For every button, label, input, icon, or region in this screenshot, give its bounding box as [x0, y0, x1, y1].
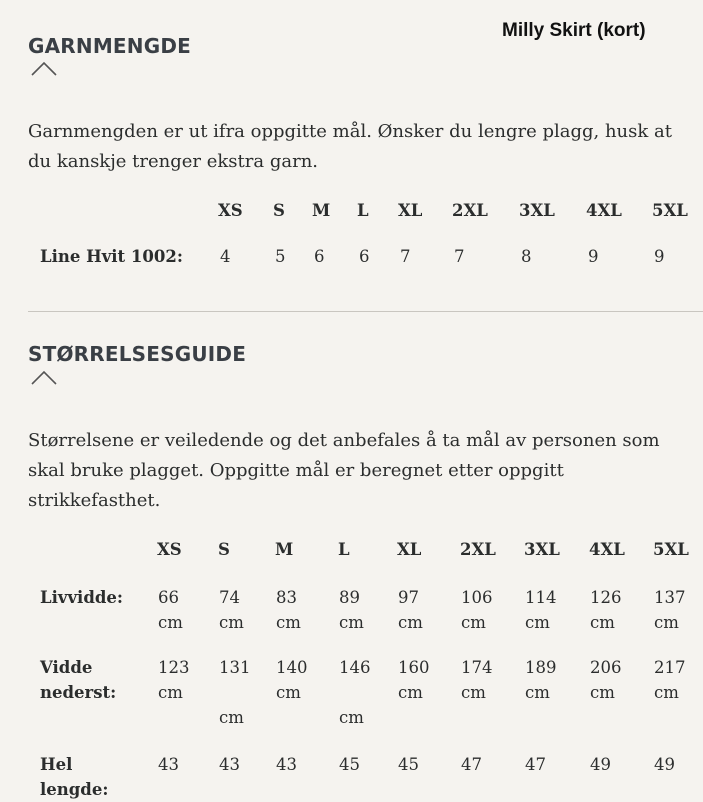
measure-cell: 45: [339, 755, 360, 774]
measure-cell: cm: [525, 613, 550, 632]
size-header-S: S: [273, 201, 285, 220]
measure-cell: cm: [276, 683, 301, 702]
measure-cell: 146: [339, 658, 371, 677]
size-header-2XL: 2XL: [452, 201, 488, 220]
size-header-5XL: 5XL: [653, 540, 689, 559]
measure-cell: 126: [590, 588, 622, 607]
measure-cell: 114: [525, 588, 557, 607]
yarn-amount-cell: 7: [400, 247, 411, 266]
measure-cell: 137: [654, 588, 686, 607]
size-header-XL: XL: [397, 540, 422, 559]
size-header-M: M: [312, 201, 331, 220]
size-header-XS: XS: [157, 540, 182, 559]
size-header-M: M: [275, 540, 294, 559]
measure-cell: 47: [525, 755, 546, 774]
size-guide-heading[interactable]: STØRRELSESGUIDE: [28, 342, 247, 366]
measure-cell: cm: [590, 613, 615, 632]
measure-cell: cm: [339, 613, 364, 632]
measure-cell: cm: [339, 708, 364, 727]
section-divider: [28, 311, 703, 312]
size-header-S: S: [218, 540, 230, 559]
size-guide-line-2: skal bruke plagget. Oppgitte mål er beregnet etter oppgitt: [28, 460, 564, 481]
measure-cell: cm: [525, 683, 550, 702]
yarn-section-heading[interactable]: GARNMENGDE: [28, 34, 192, 58]
measure-cell: 66: [158, 588, 179, 607]
measure-cell: 74: [219, 588, 240, 607]
size-header-L: L: [338, 540, 350, 559]
measure-cell: 206: [590, 658, 622, 677]
measure-cell: 83: [276, 588, 297, 607]
measure-row-label: Hel: [40, 755, 73, 774]
yarn-row-label: Line Hvit 1002:: [40, 247, 183, 266]
measure-cell: 45: [398, 755, 419, 774]
yarn-amount-cell: 6: [359, 247, 370, 266]
measure-cell: 106: [461, 588, 493, 607]
measure-cell: cm: [158, 613, 183, 632]
measure-cell: cm: [590, 683, 615, 702]
size-header-XL: XL: [398, 201, 423, 220]
measure-cell: 49: [654, 755, 675, 774]
size-guide-line-1: Størrelsene er veiledende og det anbefales å ta mål av personen som: [28, 430, 660, 451]
yarn-amount-cell: 7: [454, 247, 465, 266]
measure-cell: cm: [219, 613, 244, 632]
measure-cell: 43: [219, 755, 240, 774]
size-header-5XL: 5XL: [652, 201, 688, 220]
measure-cell: 89: [339, 588, 360, 607]
measure-cell: 217: [654, 658, 686, 677]
yarn-amount-cell: 9: [588, 247, 599, 266]
yarn-amount-cell: 9: [654, 247, 665, 266]
measure-cell: 131: [219, 658, 251, 677]
measure-row-label: lengde:: [40, 780, 109, 799]
measure-cell: 43: [158, 755, 179, 774]
size-header-3XL: 3XL: [524, 540, 560, 559]
chevron-up-icon[interactable]: [30, 369, 58, 389]
measure-cell: 49: [590, 755, 611, 774]
measure-cell: 97: [398, 588, 419, 607]
pattern-title: Milly Skirt (kort): [502, 20, 646, 41]
measure-cell: cm: [219, 708, 244, 727]
measure-cell: cm: [461, 683, 486, 702]
measure-cell: 160: [398, 658, 430, 677]
measure-cell: 140: [276, 658, 308, 677]
size-header-L: L: [357, 201, 369, 220]
measure-cell: cm: [398, 683, 423, 702]
measure-cell: cm: [158, 683, 183, 702]
size-header-XS: XS: [218, 201, 243, 220]
size-header-4XL: 4XL: [586, 201, 622, 220]
measure-cell: cm: [654, 683, 679, 702]
yarn-amount-cell: 6: [314, 247, 325, 266]
measure-cell: 47: [461, 755, 482, 774]
measure-row-label: Vidde: [40, 658, 93, 677]
measure-cell: cm: [654, 613, 679, 632]
size-header-4XL: 4XL: [589, 540, 625, 559]
measure-cell: cm: [461, 613, 486, 632]
yarn-amount-cell: 5: [275, 247, 286, 266]
measure-cell: 43: [276, 755, 297, 774]
measure-cell: 189: [525, 658, 557, 677]
measure-cell: 123: [158, 658, 190, 677]
measure-cell: cm: [398, 613, 423, 632]
measure-cell: cm: [276, 613, 301, 632]
yarn-amount-cell: 4: [220, 247, 231, 266]
measure-cell: 174: [461, 658, 493, 677]
measure-row-label: nederst:: [40, 683, 117, 702]
yarn-description: Garnmengden er ut ifra oppgitte mål. Ønsker du lengre plagg, husk at du kanskje trenger ekstra garn.: [28, 121, 672, 172]
measure-row-label: Livvidde:: [40, 588, 123, 607]
size-guide-line-3: strikkefasthet.: [28, 490, 161, 511]
size-header-2XL: 2XL: [460, 540, 496, 559]
size-header-3XL: 3XL: [519, 201, 555, 220]
chevron-up-icon[interactable]: [30, 60, 58, 80]
yarn-amount-cell: 8: [521, 247, 532, 266]
